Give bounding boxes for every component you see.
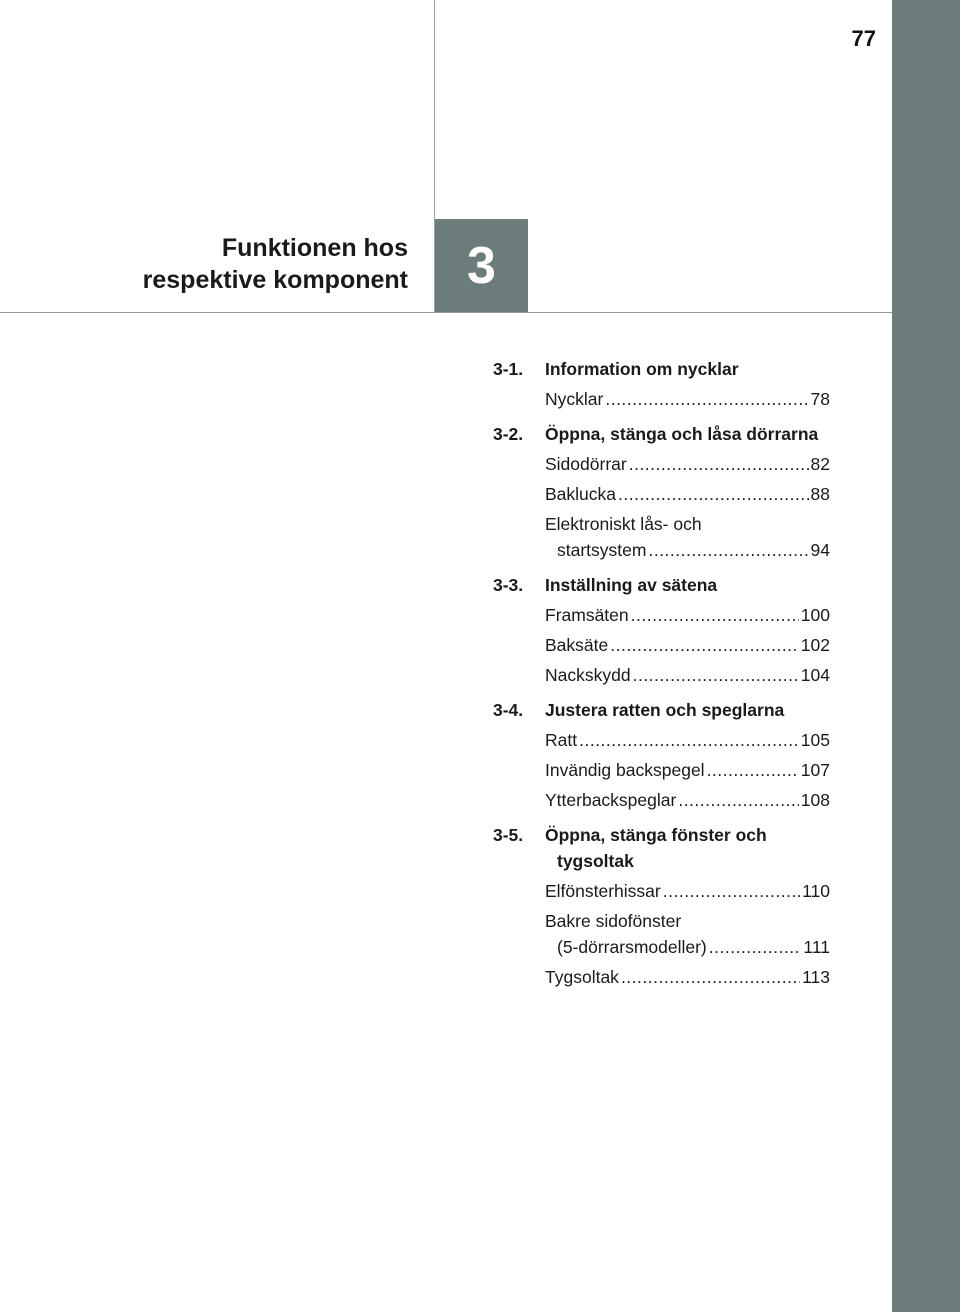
toc-entry[interactable]: [545, 386, 830, 412]
toc-entry[interactable]: [545, 602, 830, 628]
entry-page-number: 94: [810, 540, 830, 560]
entry-line: [545, 964, 830, 990]
dot-leader: [663, 878, 800, 904]
dot-leader: [618, 481, 809, 507]
entry-page-number: 110: [802, 881, 830, 901]
section-number: 3-1.: [493, 359, 524, 379]
table-of-contents: [493, 356, 830, 990]
toc-section-heading[interactable]: [493, 822, 830, 874]
entry-line: [545, 757, 830, 783]
entry-page-number: 113: [802, 967, 830, 987]
section-number: 3-5.: [493, 825, 524, 845]
entry-title: Invändig backspegel: [545, 760, 705, 780]
horizontal-divider: [0, 312, 892, 313]
entry-title: (5-dörrarsmodeller): [557, 937, 707, 957]
toc-entry[interactable]: [545, 964, 830, 990]
entry-page-number: 88: [810, 484, 830, 504]
section-number: 3-4.: [493, 700, 524, 720]
entry-page-number: 108: [800, 790, 830, 810]
entry-line: [545, 451, 830, 477]
toc-section-heading[interactable]: [493, 421, 830, 447]
entry-line: [545, 934, 830, 960]
entry-line: [545, 386, 830, 412]
entry-page-number: 104: [800, 665, 830, 685]
section-title: Öppna, stänga fönster och tygsoltak: [545, 825, 767, 871]
toc-entry[interactable]: [545, 451, 830, 477]
entry-title: Ytterbackspeglar: [545, 790, 677, 810]
dot-leader: [629, 451, 809, 477]
entry-line: [545, 727, 830, 753]
entry-page-number: 82: [810, 454, 830, 474]
toc-entry[interactable]: [545, 787, 830, 813]
entry-line: [545, 787, 830, 813]
chapter-title-line: respektive komponent: [142, 266, 408, 294]
entry-title: Framsäten: [545, 605, 629, 625]
entry-title: Nycklar: [545, 389, 604, 409]
section-title: Information om nycklar: [545, 359, 739, 379]
chapter-title: [143, 232, 408, 296]
entry-title: Elfönsterhissar: [545, 881, 661, 901]
entry-title: startsystem: [557, 540, 647, 560]
section-number: 3-2.: [493, 424, 524, 444]
dot-leader: [579, 727, 799, 753]
section-title: Öppna, stänga och låsa dörrarna: [545, 424, 819, 444]
dot-leader: [633, 662, 799, 688]
chapter-title-line: Funktionen hos: [221, 234, 408, 262]
dot-leader: [610, 632, 799, 658]
entry-line: [545, 537, 830, 563]
entry-line: [545, 632, 830, 658]
entry-title-line: Bakre sidofönster: [545, 911, 682, 931]
chapter-side-tab: [892, 0, 960, 1312]
toc-entry[interactable]: [545, 632, 830, 658]
entry-line: [545, 602, 830, 628]
toc-section-heading[interactable]: [493, 697, 830, 723]
entry-title-line: Elektroniskt lås- och: [545, 514, 702, 534]
section-title: Justera ratten och speglarna: [545, 700, 785, 720]
section-number: 3-3.: [493, 575, 524, 595]
toc-entry[interactable]: [545, 481, 830, 507]
toc-entry[interactable]: [545, 908, 830, 960]
section-title: Inställning av sätena: [545, 575, 718, 595]
entry-page-number: 111: [803, 937, 830, 957]
dot-leader: [631, 602, 799, 628]
entry-title: Sidodörrar: [545, 454, 627, 474]
entry-title: Baksäte: [545, 635, 609, 655]
toc-section-heading[interactable]: [493, 356, 830, 382]
toc-section-heading[interactable]: [493, 572, 830, 598]
entry-page-number: 100: [800, 605, 830, 625]
toc-entry[interactable]: [545, 727, 830, 753]
entry-title: Nackskydd: [545, 665, 631, 685]
toc-entry[interactable]: [545, 511, 830, 563]
toc-entry[interactable]: [545, 757, 830, 783]
entry-page-number: 107: [800, 760, 830, 780]
entry-page-number: 102: [800, 635, 830, 655]
entry-title: Tygsoltak: [545, 967, 619, 987]
entry-line: [545, 481, 830, 507]
dot-leader: [709, 934, 802, 960]
entry-line: [545, 878, 830, 904]
entry-page-number: 105: [800, 730, 830, 750]
toc-entry[interactable]: [545, 878, 830, 904]
dot-leader: [707, 757, 799, 783]
dot-leader: [648, 537, 808, 563]
entry-page-number: 78: [810, 389, 830, 409]
chapter-number-box: [435, 219, 528, 312]
dot-leader: [605, 386, 808, 412]
dot-leader: [678, 787, 798, 813]
entry-line: [545, 662, 830, 688]
toc-entry[interactable]: [545, 662, 830, 688]
page-number: 77: [851, 26, 876, 51]
chapter-number: 3: [467, 236, 496, 295]
dot-leader: [621, 964, 800, 990]
entry-title: Baklucka: [545, 484, 617, 504]
entry-title: Ratt: [545, 730, 578, 750]
